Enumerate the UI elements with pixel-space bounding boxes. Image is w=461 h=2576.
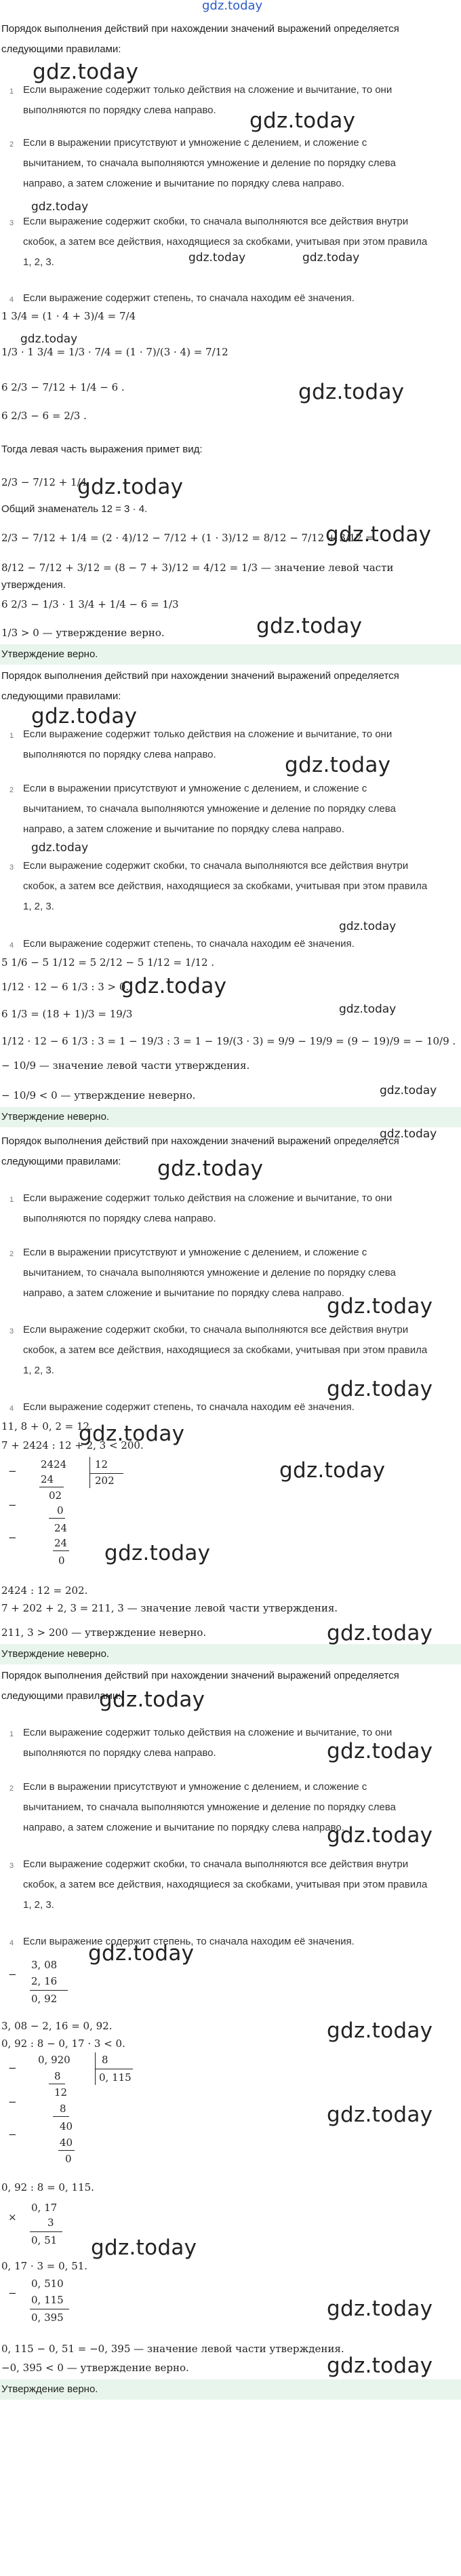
s1-line-7: 8/12 − 7/12 + 3/12 = (8 − 7 + 3)/12 = 4/12 = 1/3 — значение левой части [1, 562, 394, 574]
s1-line-3: 6 2/3 − 7/12 + 1/4 − 6 . [1, 381, 125, 393]
watermark: gdz.today [279, 1458, 386, 1483]
minus-sign: − [8, 2128, 17, 2141]
s1-line-8: 6 2/3 − 1/3 · 1 3/4 + 1/4 − 6 = 1/3 [1, 598, 179, 610]
watermark: gdz.today [188, 251, 246, 265]
s1-text-3: утверждения. [1, 579, 66, 591]
watermark: gdz.today [31, 200, 89, 214]
watermark: gdz.today [104, 1541, 211, 1565]
s2-line-3: 6 1/3 = (18 + 1)/3 = 19/3 [1, 1008, 133, 1020]
watermark: gdz.today [380, 1127, 437, 1141]
intro-text-3: Порядок выполнения действий при нахождении значений выражений определяется следующими правилами: [1, 1135, 399, 1167]
watermark: gdz.today [339, 1002, 397, 1016]
watermark: gdz.today [79, 1422, 185, 1446]
watermark: gdz.today [91, 2236, 197, 2260]
watermark: gdz.today [298, 380, 405, 404]
s4-mul-result: 0, 51 [31, 2234, 58, 2246]
watermark: gdz.today [249, 109, 356, 133]
s2-verdict: Утверждение неверно. [0, 1107, 461, 1127]
rule-1d: 1 Если выражение содержит только действия на сложение и вычитание, то они выполняются по порядку слева направо. [9, 1727, 393, 1759]
s4-mul-bottom: 3 [47, 2217, 54, 2229]
s3-div-rule [89, 1473, 123, 1474]
s3-div-bar [89, 1457, 90, 1488]
s1-line-5: 2/3 − 7/12 + 1/4 [1, 476, 87, 488]
s2-line-1: 5 1/6 − 5 1/12 = 5 2/12 − 5 1/12 = 1/12 . [1, 956, 215, 969]
minus-sign: − [8, 2096, 17, 2108]
s3-line-5: 211, 3 > 200 — утверждение неверно. [1, 1626, 207, 1639]
s4-div-step: 40 [60, 2120, 73, 2132]
watermark: gdz.today [33, 60, 139, 84]
rule-4: 4 Если выражение содержит степень, то сначала находим её значения. [9, 292, 355, 304]
watermark: gdz.today [327, 1377, 433, 1401]
s4-line-2: 0, 92 : 8 − 0, 17 · 3 < 0. [1, 2037, 125, 2050]
s3-verdict: Утверждение неверно. [0, 1644, 461, 1664]
s4-line-1: 3, 08 − 2, 16 = 0, 92. [1, 2020, 113, 2032]
rule-4c: 4 Если выражение содержит степень, то сначала находим её значения. [9, 1401, 355, 1413]
watermark: gdz.today [302, 251, 360, 265]
intro-text-4: Порядок выполнения действий при нахождении значений выражений определяется следующими правилами: [1, 1670, 399, 1702]
rule-2b: 2 Если в выражении присутствуют и умножение с делением, и сложение с вычитанием, то сначала выполняются умножение и деление по порядку слева направо, а затем сложение и вычитание по порядку слева направо. [9, 783, 396, 835]
watermark: gdz.today [31, 841, 89, 855]
s3-div-dividend: 2424 [41, 1458, 67, 1470]
rule-3d: 3 Если выражение содержит скобки, то сначала выполняются все действия внутри скобок, а затем все действия, находящиеся за скобками, учитывая при этом правила 1, 2, 3. [9, 1858, 428, 1911]
watermark: gdz.today [327, 2103, 433, 2127]
s4-div-dividend: 0, 920 [38, 2054, 71, 2066]
rule-3b: 3 Если выражение содержит скобки, то сначала выполняются все действия внутри скобок, а затем все действия, находящиеся за скобками, учитывая при этом правила 1, 2, 3. [9, 860, 428, 912]
watermark: gdz.today [77, 475, 184, 499]
times-sign: × [8, 2211, 17, 2223]
s3-div-step: 24 [54, 1537, 68, 1549]
s3-div-step: 0 [57, 1504, 64, 1517]
rule-1b: 1 Если выражение содержит только действия на сложение и вычитание, то они выполняются по порядку слева направо. [9, 728, 393, 760]
watermark: gdz.today [88, 1941, 195, 1966]
s4-sub-result: 0, 92 [31, 1993, 58, 2005]
s3-div-step: 24 [54, 1522, 68, 1534]
watermark: gdz.today [202, 0, 263, 13]
s1-text-2: Общий знаменатель 12 = 3 · 4. [1, 503, 148, 515]
intro-text-2: Порядок выполнения действий при нахождении значений выражений определяется следующими правилами: [1, 670, 399, 702]
watermark: gdz.today [327, 2297, 433, 2321]
s4-line-4: 0, 17 · 3 = 0, 51. [1, 2260, 88, 2272]
watermark: gdz.today [327, 2018, 433, 2043]
s2-line-4: 1/12 · 12 − 6 1/3 : 3 = 1 − 19/3 : 3 = 1 − 19/(3 · 3) = 9/9 − 19/9 = (9 − 19)/9 = − 10/9 . [1, 1035, 456, 1047]
s4-verdict: Утверждение верно. [0, 2379, 461, 2400]
watermark: gdz.today [285, 753, 391, 777]
rule-1c: 1 Если выражение содержит только действия на сложение и вычитание, то они выполняются по порядку слева направо. [9, 1192, 393, 1224]
s1-line-4: 6 2/3 − 6 = 2/3 . [1, 410, 87, 422]
s2-line-5: − 10/9 — значение левой части утверждения. [1, 1059, 250, 1072]
watermark: gdz.today [31, 704, 138, 728]
s1-verdict: Утверждение верно. [0, 644, 461, 665]
watermark: gdz.today [327, 1823, 433, 1848]
s4-div-step: 8 [54, 2070, 61, 2082]
s4-line-5: 0, 115 − 0, 51 = −0, 395 — значение левой части утверждения. [1, 2343, 344, 2355]
rule-2d: 2 Если в выражении присутствуют и умножение с делением, и сложение с вычитанием, то сначала выполняются умножение и деление по порядку слева направо, а затем сложение и вычитание по порядку слева направо. [9, 1781, 396, 1833]
s1-line-6: 2/3 − 7/12 + 1/4 = (2 · 4)/12 − 7/12 + (1 · 3)/12 = 8/12 − 7/12 + 3/12 = [1, 532, 374, 544]
s3-line-1: 11, 8 + 0, 2 = 12. [1, 1420, 93, 1432]
s4-div-step: 8 [60, 2103, 66, 2115]
watermark: gdz.today [256, 614, 363, 638]
s3-line-3: 2424 : 12 = 202. [1, 1584, 88, 1597]
s2-line-2: 1/12 · 12 − 6 1/3 : 3 > 0. [1, 981, 129, 993]
s4-line-3: 0, 92 : 8 = 0, 115. [1, 2181, 94, 2193]
watermark: gdz.today [380, 1084, 437, 1097]
watermark: gdz.today [327, 1294, 433, 1319]
s4-sub2-subtrahend: 0, 115 [31, 2294, 64, 2306]
watermark: gdz.today [157, 1156, 264, 1181]
watermark: gdz.today [20, 332, 78, 346]
rule-4b: 4 Если выражение содержит степень, то сначала находим её значения. [9, 938, 355, 950]
s3-div-underline [49, 1518, 65, 1519]
s3-div-quotient: 202 [95, 1475, 115, 1487]
s3-line-2: 7 + 2424 : 12 + 2, 3 < 200. [1, 1439, 144, 1451]
minus-sign: − [8, 1968, 17, 1980]
s4-div-step: 12 [54, 2086, 68, 2099]
s4-mul-rule [30, 2231, 62, 2232]
intro-text: Порядок выполнения действий при нахождении значений выражений определяется следующими правилами: [1, 23, 399, 55]
s3-div-underline [53, 1550, 69, 1551]
watermark: gdz.today [327, 1621, 433, 1645]
s1-line-9: 1/3 > 0 — утверждение верно. [1, 627, 165, 639]
s4-div-step: 0 [65, 2153, 72, 2165]
s1-line-2: 1/3 · 1 3/4 = 1/3 · 7/4 = (1 · 7)/(3 · 4) = 7/12 [1, 346, 228, 358]
s4-sub-rule [30, 1990, 68, 1991]
s4-div-divisor: 8 [102, 2054, 108, 2066]
watermark: gdz.today [339, 920, 397, 933]
watermark: gdz.today [327, 1739, 433, 1763]
s2-line-6: − 10/9 < 0 — утверждение неверно. [1, 1089, 196, 1101]
rule-2: 2 Если в выражении присутствуют и умножение с делением, и сложение с вычитанием, то сначала выполняются умножение и деление по порядку слева направо, а затем сложение и вычитание по порядку слева направо. [9, 137, 396, 189]
rule-3: 3 Если выражение содержит скобки, то сначала выполняются все действия внутри скобок, а затем все действия, находящиеся за скобками, учитывая при этом правила 1, 2, 3. [9, 216, 428, 268]
watermark: gdz.today [99, 1687, 205, 1712]
minus-sign: − [8, 2062, 17, 2074]
s4-div-quotient: 0, 115 [99, 2071, 132, 2084]
s4-div-step: 40 [60, 2136, 73, 2149]
s1-text-1: Тогда левая часть выражения примет вид: [1, 444, 203, 455]
s4-div-underline [53, 2116, 69, 2117]
minus-sign: − [8, 2287, 17, 2299]
s3-line-4: 7 + 202 + 2, 3 = 211, 3 — значение левой части утверждения. [1, 1602, 338, 1614]
s3-div-step: 24 [41, 1473, 54, 1485]
watermark: gdz.today [325, 522, 432, 547]
s1-line-1: 1 3/4 = (1 · 4 + 3)/4 = 7/4 [1, 310, 136, 322]
s4-div-underline [58, 2150, 75, 2151]
s3-div-step: 0 [58, 1555, 65, 1567]
watermark: gdz.today [121, 974, 227, 998]
s4-sub-minuend: 3, 08 [31, 1959, 58, 1971]
s3-div-step: 02 [49, 1489, 62, 1502]
rule-3c: 3 Если выражение содержит скобки, то сначала выполняются все действия внутри скобок, а затем все действия, находящиеся за скобками, учитывая при этом правила 1, 2, 3. [9, 1324, 428, 1376]
s3-div-divisor: 12 [95, 1458, 108, 1470]
s4-sub2-minuend: 0, 510 [31, 2278, 64, 2290]
minus-sign: − [8, 1499, 17, 1511]
s4-sub2-result: 0, 395 [31, 2311, 64, 2324]
s4-sub-subtrahend: 2, 16 [31, 1975, 58, 1987]
minus-sign: − [8, 1531, 17, 1544]
rule-1: 1 Если выражение содержит только действия на сложение и вычитание, то они выполняются по порядку слева направо. [9, 84, 393, 116]
watermark: gdz.today [327, 2354, 433, 2378]
s4-line-6: −0, 395 < 0 — утверждение верно. [1, 2362, 189, 2374]
minus-sign: − [8, 1465, 17, 1477]
s4-mul-top: 0, 17 [31, 2202, 58, 2214]
rule-4d: 4 Если выражение содержит степень, то сначала находим её значения. [9, 1936, 355, 1947]
rule-2c: 2 Если в выражении присутствуют и умножение с делением, и сложение с вычитанием, то сначала выполняются умножение и деление по порядку слева направо, а затем сложение и вычитание по порядку слева направо. [9, 1247, 396, 1299]
